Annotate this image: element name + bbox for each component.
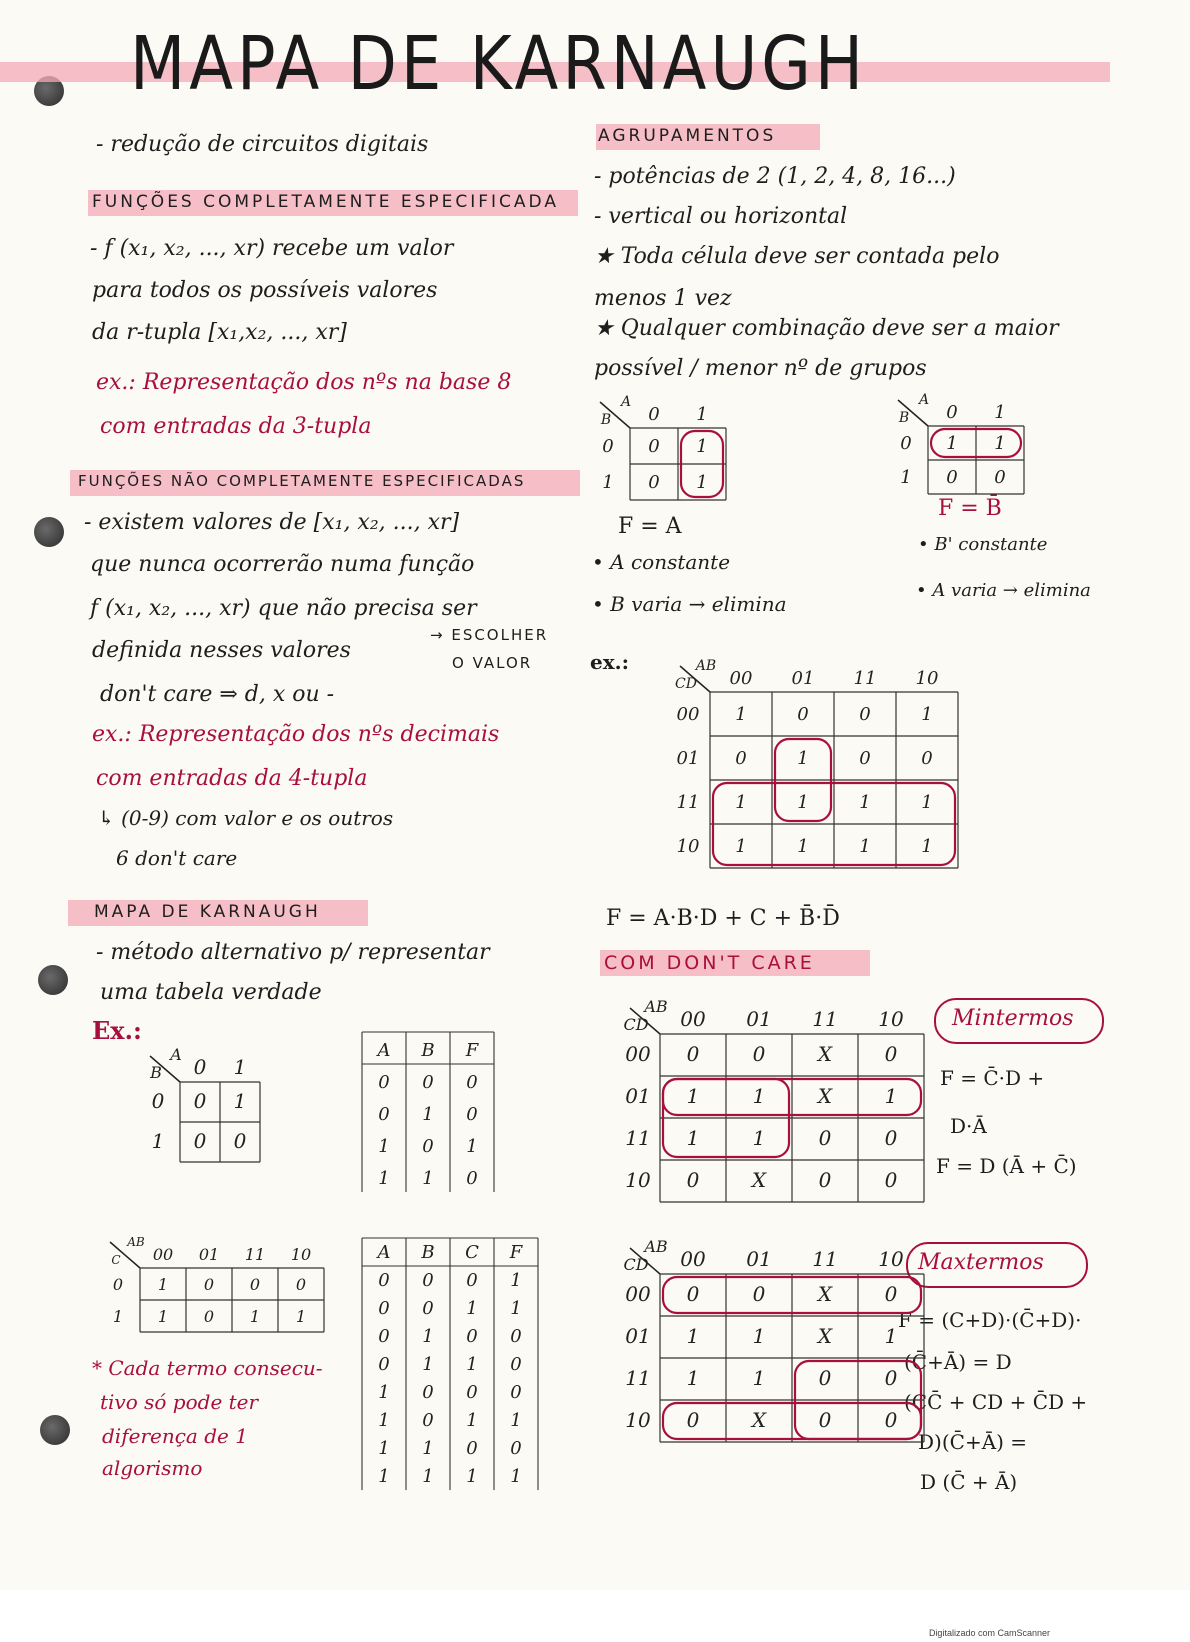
kmap-cell: 1 xyxy=(752,1084,766,1108)
kmap-example xyxy=(640,648,980,888)
kmap-cell: 0 xyxy=(193,1089,207,1113)
row-header: 10 xyxy=(625,1408,651,1432)
kmap-cell: 0 xyxy=(884,1126,898,1150)
note-line: • B' constante xyxy=(918,534,1048,555)
table-cell: 1 xyxy=(510,1466,522,1487)
text-line: - f (x₁, x₂, ..., xr) recebe um valor xyxy=(90,236,454,261)
kmap-cell: 1 xyxy=(859,836,871,857)
table-cell: 0 xyxy=(510,1438,522,1459)
column-header: 00 xyxy=(152,1245,174,1264)
kmap-cell: 0 xyxy=(295,1275,307,1294)
kmap-cell: 1 xyxy=(752,1126,766,1150)
column-header: 0 xyxy=(946,402,958,423)
kmap-minterms xyxy=(600,990,940,1220)
row-header: 00 xyxy=(676,704,700,725)
column-header: 01 xyxy=(198,1245,220,1264)
table-cell: 0 xyxy=(466,1270,478,1291)
kmap-cell: 0 xyxy=(884,1408,898,1432)
star-note: algorismo xyxy=(102,1456,203,1480)
kmap-cell: 1 xyxy=(686,1324,700,1348)
kmap-abc xyxy=(100,1235,340,1348)
kmap-cell: 0 xyxy=(203,1307,215,1326)
heading-incomplete: FUNÇÕES NÃO COMPLETAMENTE ESPECIFICADAS xyxy=(78,472,526,490)
column-header: 10 xyxy=(878,1007,904,1031)
row-header: 1 xyxy=(151,1129,165,1153)
kmap-cell: 0 xyxy=(686,1282,700,1306)
text-line: ★ Toda célula deve ser contada pelo xyxy=(594,244,1000,269)
table-cell: 1 xyxy=(466,1466,478,1487)
note-line: 6 don't care xyxy=(116,846,238,870)
text-line: menos 1 vez xyxy=(594,286,732,311)
table-cell: 0 xyxy=(378,1072,390,1093)
table-cell: 1 xyxy=(378,1168,390,1189)
note-line: ↳ (0-9) com valor e os outros xyxy=(98,806,394,830)
kmap-cell: 0 xyxy=(921,748,933,769)
kmap-fb xyxy=(888,392,1038,507)
heading-complete: FUNÇÕES COMPLETAMENTE ESPECIFICADA xyxy=(92,192,559,212)
choose-value-note: → ESCOLHER xyxy=(430,626,549,644)
maxterms-line: F = (C+D)·(C̄+D)· xyxy=(898,1308,1082,1332)
kmap-cell: 0 xyxy=(752,1282,766,1306)
text-line: possível / menor nº de grupos xyxy=(594,356,927,381)
kmap-cell: 0 xyxy=(249,1275,261,1294)
kmap-cell: 0 xyxy=(752,1042,766,1066)
table-cell: 1 xyxy=(422,1354,434,1375)
row-header: 10 xyxy=(676,836,700,857)
example-label: Ex.: xyxy=(92,1016,142,1045)
kmap-cell: 1 xyxy=(686,1084,700,1108)
text-line: ★ Qualquer combinação deve ser a maior xyxy=(594,316,1059,341)
table-header: A xyxy=(377,1040,391,1061)
kmap-cell: X xyxy=(817,1042,833,1066)
column-header: 11 xyxy=(812,1247,838,1271)
text-line: da r-tupla [x₁,x₂, ..., xr] xyxy=(92,320,347,345)
minterms-line: D·Ā xyxy=(950,1114,987,1138)
intro-line: - redução de circuitos digitais xyxy=(96,132,429,157)
table-cell: 0 xyxy=(422,1270,434,1291)
kmap-fa xyxy=(590,396,740,511)
column-header: 00 xyxy=(680,1247,706,1271)
text-line: - vertical ou horizontal xyxy=(594,204,848,229)
kmap-cell: X xyxy=(817,1324,833,1348)
kmap-cell: 1 xyxy=(921,704,933,725)
table-header: B xyxy=(421,1040,435,1061)
kmap-cell: 0 xyxy=(859,704,871,725)
row-header: 0 xyxy=(112,1275,124,1294)
row-header: 11 xyxy=(676,792,700,813)
row-header: 1 xyxy=(900,467,912,488)
column-header: 10 xyxy=(878,1247,904,1271)
kmap-cell: 1 xyxy=(884,1084,898,1108)
kmap-cell: 0 xyxy=(686,1042,700,1066)
table-cell: 0 xyxy=(510,1354,522,1375)
text-line: definida nesses valores xyxy=(92,638,351,663)
row-header: 00 xyxy=(625,1282,651,1306)
truth-table-2var xyxy=(356,1026,496,1196)
kmap-cell: 1 xyxy=(752,1366,766,1390)
table-cell: 0 xyxy=(510,1326,522,1347)
text-line: para todos os possíveis valores xyxy=(92,278,438,303)
table-cell: 1 xyxy=(422,1104,434,1125)
minterms-line: F = D (Ā + C̄) xyxy=(936,1154,1077,1178)
table-header: F xyxy=(509,1242,523,1263)
table-cell: 0 xyxy=(466,1438,478,1459)
kmap-cell: 1 xyxy=(946,433,958,454)
row-variable-label: CD xyxy=(623,1015,649,1034)
kmap-cell: 1 xyxy=(295,1307,307,1326)
kmap-cell: 0 xyxy=(648,472,660,493)
kmap-cell: 0 xyxy=(233,1129,247,1153)
table-cell: 1 xyxy=(378,1136,390,1157)
kmap-cell: X xyxy=(751,1168,767,1192)
example-label: ex.: xyxy=(590,650,629,674)
table-cell: 0 xyxy=(378,1326,390,1347)
table-cell: 1 xyxy=(510,1270,522,1291)
kmap-cell: 1 xyxy=(735,704,747,725)
kmap-cell: 1 xyxy=(797,836,809,857)
row-variable-label: C xyxy=(111,1253,121,1267)
kmap-cell: 1 xyxy=(686,1366,700,1390)
column-header: 11 xyxy=(812,1007,838,1031)
table-cell: 0 xyxy=(466,1072,478,1093)
minterms-line: F = C̄·D + xyxy=(940,1066,1045,1090)
kmap-cell: 0 xyxy=(203,1275,215,1294)
table-cell: 0 xyxy=(422,1298,434,1319)
text-line: don't care ⇒ d, x ou - xyxy=(100,682,335,707)
column-variable-label: A xyxy=(918,392,930,408)
table-cell: 0 xyxy=(422,1072,434,1093)
table-cell: 0 xyxy=(378,1298,390,1319)
table-header: F xyxy=(465,1040,479,1061)
binder-hole xyxy=(38,965,68,995)
table-cell: 1 xyxy=(510,1298,522,1319)
table-cell: 1 xyxy=(466,1298,478,1319)
result-fa: F = A xyxy=(618,514,682,539)
heading-map: MAPA DE KARNAUGH xyxy=(94,902,321,922)
example-line: ex.: Representação dos nºs decimais xyxy=(92,722,500,747)
row-header: 00 xyxy=(625,1042,651,1066)
column-header: 10 xyxy=(915,668,939,689)
binder-hole xyxy=(40,1415,70,1445)
example-line: ex.: Representação dos nºs na base 8 xyxy=(96,370,512,395)
row-header: 1 xyxy=(112,1307,124,1326)
row-header: 0 xyxy=(602,436,614,457)
text-line: - método alternativo p/ representar xyxy=(96,940,490,965)
row-variable-label: B xyxy=(898,410,910,426)
table-cell: 0 xyxy=(422,1382,434,1403)
column-header: 01 xyxy=(746,1247,772,1271)
table-cell: 1 xyxy=(378,1466,390,1487)
table-header: B xyxy=(421,1242,435,1263)
text-line: uma tabela verdade xyxy=(100,980,322,1005)
column-header: 0 xyxy=(193,1055,207,1079)
row-header: 11 xyxy=(625,1366,651,1390)
table-cell: 1 xyxy=(422,1326,434,1347)
table-cell: 0 xyxy=(422,1136,434,1157)
kmap-cell: 1 xyxy=(994,433,1006,454)
scanner-watermark: Digitalizado com CamScanner xyxy=(928,1628,1050,1638)
kmap-cell: 0 xyxy=(735,748,747,769)
text-line: f (x₁, x₂, ..., xr) que não precisa ser xyxy=(90,596,477,621)
kmap-cell: 0 xyxy=(884,1042,898,1066)
kmap-cell: 1 xyxy=(752,1324,766,1348)
table-cell: 1 xyxy=(466,1354,478,1375)
kmap-base2 xyxy=(140,1045,280,1180)
text-line: que nunca ocorrerão numa função xyxy=(90,552,475,577)
page-title: MAPA DE KARNAUGH xyxy=(130,22,867,108)
kmap-cell: 1 xyxy=(233,1089,247,1113)
row-header: 01 xyxy=(676,748,700,769)
column-header: 1 xyxy=(696,404,708,425)
kmap-cell: 1 xyxy=(735,836,747,857)
kmap-cell: 1 xyxy=(797,792,809,813)
example-line: com entradas da 4-tupla xyxy=(96,766,368,791)
table-cell: 1 xyxy=(466,1136,478,1157)
kmap-cell: 1 xyxy=(797,748,809,769)
row-header: 01 xyxy=(625,1084,651,1108)
kmap-cell: 0 xyxy=(946,467,958,488)
table-cell: 1 xyxy=(378,1382,390,1403)
truth-table-3var xyxy=(356,1232,556,1512)
table-header: C xyxy=(465,1242,479,1263)
table-cell: 0 xyxy=(378,1354,390,1375)
kmap-cell: X xyxy=(817,1084,833,1108)
row-header: 11 xyxy=(625,1126,651,1150)
column-header: 00 xyxy=(729,668,753,689)
kmap-cell: 1 xyxy=(686,1126,700,1150)
column-variable-label: A xyxy=(620,394,632,410)
kmap-cell: 1 xyxy=(921,836,933,857)
row-header: 1 xyxy=(602,472,614,493)
note-line: • A constante xyxy=(592,550,731,574)
kmap-cell: 0 xyxy=(818,1168,832,1192)
column-header: 10 xyxy=(290,1245,312,1264)
table-cell: 0 xyxy=(466,1168,478,1189)
table-cell: 1 xyxy=(466,1410,478,1431)
table-cell: 1 xyxy=(510,1410,522,1431)
kmap-cell: 0 xyxy=(884,1366,898,1390)
row-header: 01 xyxy=(625,1324,651,1348)
kmap-cell: 0 xyxy=(884,1168,898,1192)
column-header: 00 xyxy=(680,1007,706,1031)
maxterms-line: (CC̄ + CD + C̄D + xyxy=(904,1390,1088,1414)
choose-value-note: O VALOR xyxy=(452,654,533,672)
kmap-cell: 1 xyxy=(157,1307,169,1326)
maxterms-label: Maxtermos xyxy=(918,1250,1044,1275)
table-cell: 0 xyxy=(378,1104,390,1125)
row-variable-label: B xyxy=(150,1063,162,1082)
star-note: diferença de 1 xyxy=(102,1424,248,1448)
row-variable-label: CD xyxy=(675,676,697,692)
maxterms-line: D)(C̄+Ā) = xyxy=(918,1430,1028,1454)
table-cell: 0 xyxy=(378,1270,390,1291)
column-variable-label: AB xyxy=(695,658,717,674)
row-variable-label: CD xyxy=(623,1255,649,1274)
table-cell: 0 xyxy=(466,1326,478,1347)
kmap-maxterms xyxy=(600,1230,940,1470)
text-line: - existem valores de [x₁, x₂, ..., xr] xyxy=(84,510,460,535)
column-header: 1 xyxy=(994,402,1006,423)
binder-hole xyxy=(34,517,64,547)
heading-dontcare: COM DON'T CARE xyxy=(604,952,815,974)
kmap-cell: 0 xyxy=(648,436,660,457)
star-note: * Cada termo consecu- xyxy=(92,1356,323,1380)
table-header: A xyxy=(377,1242,391,1263)
column-header: 1 xyxy=(233,1055,247,1079)
kmap-cell: 1 xyxy=(696,472,708,493)
table-cell: 0 xyxy=(466,1382,478,1403)
kmap-cell: X xyxy=(751,1408,767,1432)
table-cell: 0 xyxy=(510,1382,522,1403)
maxterms-line: D (C̄ + Ā) xyxy=(920,1470,1018,1494)
table-cell: 1 xyxy=(378,1410,390,1431)
kmap-cell: 0 xyxy=(994,467,1006,488)
table-cell: 0 xyxy=(422,1410,434,1431)
column-variable-label: AB xyxy=(644,997,668,1016)
kmap-cell: 1 xyxy=(249,1307,261,1326)
kmap-cell: 0 xyxy=(818,1408,832,1432)
kmap-cell: 1 xyxy=(859,792,871,813)
kmap-cell: 1 xyxy=(696,436,708,457)
row-header: 0 xyxy=(151,1089,165,1113)
kmap-cell: 0 xyxy=(686,1168,700,1192)
row-header: 0 xyxy=(900,433,912,454)
minterms-label: Mintermos xyxy=(952,1006,1074,1031)
star-note: tivo só pode ter xyxy=(100,1390,259,1414)
kmap-cell: 0 xyxy=(818,1366,832,1390)
table-cell: 1 xyxy=(422,1466,434,1487)
kmap-cell: 1 xyxy=(735,792,747,813)
column-variable-label: AB xyxy=(644,1237,668,1256)
kmap-cell: 0 xyxy=(193,1129,207,1153)
column-header: 11 xyxy=(853,668,877,689)
kmap-cell: 0 xyxy=(818,1126,832,1150)
kmap-cell: X xyxy=(817,1282,833,1306)
example-result: F = A·B·D + C + B̄·D̄ xyxy=(606,906,840,931)
kmap-cell: 0 xyxy=(686,1408,700,1432)
kmap-cell: 1 xyxy=(884,1324,898,1348)
note-line: • A varia → elimina xyxy=(916,580,1091,601)
table-cell: 1 xyxy=(422,1168,434,1189)
table-cell: 1 xyxy=(422,1438,434,1459)
row-header: 10 xyxy=(625,1168,651,1192)
column-header: 0 xyxy=(648,404,660,425)
column-header: 01 xyxy=(791,668,815,689)
column-header: 01 xyxy=(746,1007,772,1031)
example-line: com entradas da 3-tupla xyxy=(100,414,372,439)
column-variable-label: A xyxy=(170,1045,182,1064)
note-line: • B varia → elimina xyxy=(592,592,787,616)
column-header: 11 xyxy=(244,1245,266,1264)
kmap-cell: 0 xyxy=(797,704,809,725)
kmap-cell: 1 xyxy=(157,1275,169,1294)
text-line: - potências de 2 (1, 2, 4, 8, 16...) xyxy=(594,164,956,189)
kmap-cell: 0 xyxy=(884,1282,898,1306)
row-variable-label: B xyxy=(600,412,612,428)
table-cell: 1 xyxy=(378,1438,390,1459)
kmap-cell: 1 xyxy=(921,792,933,813)
column-variable-label: AB xyxy=(127,1235,145,1249)
kmap-cell: 0 xyxy=(859,748,871,769)
table-cell: 0 xyxy=(466,1104,478,1125)
maxterms-line: (C̄+Ā) = D xyxy=(904,1350,1012,1374)
heading-groups: AGRUPAMENTOS xyxy=(598,126,777,146)
result-fb: F = B̄ xyxy=(938,496,1002,521)
